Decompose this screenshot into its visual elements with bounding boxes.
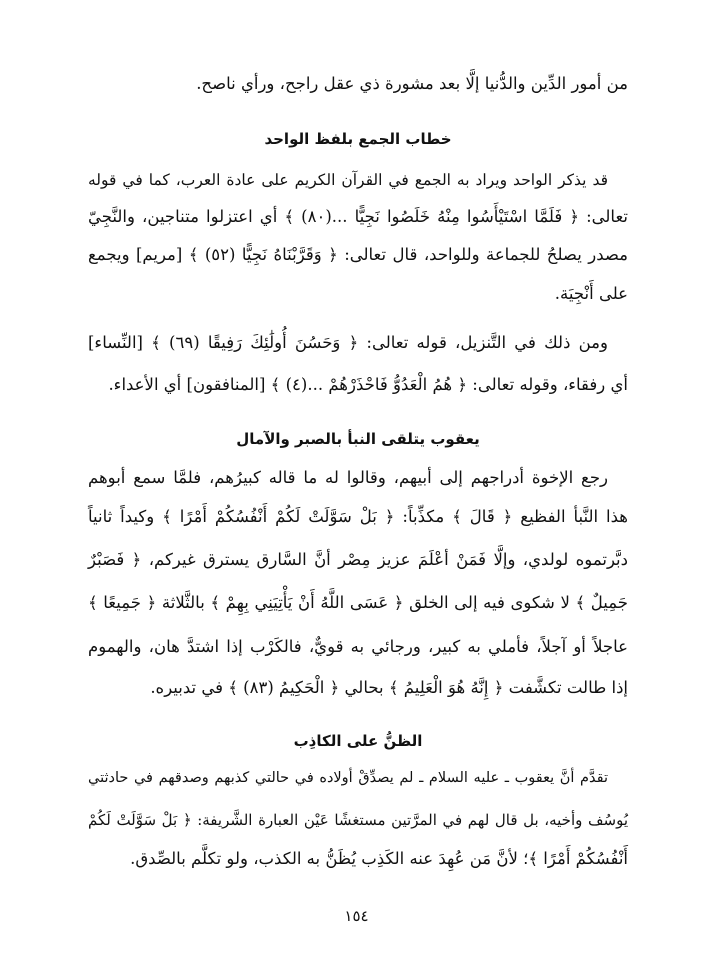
text-line: دبَّرتموه لولدي، وإلَّا فَمَنْ أعْلَمَ عزيز مِصْر أنَّ السَّارق يسترق غيركم، ﴿ فَصَبْرٌ	[88, 550, 628, 569]
text-line: رجع الإخوة أدراجهم إلى أبيهم، وقالوا له ما قاله كبيرُهم، فلمَّا سمع أبوهم	[88, 468, 608, 487]
text-line: أي رفقاء، وقوله تعالى: ﴿ هُمُ الْعَدُوُّ فَاحْذَرْهُمْ ...(٤) ﴾ [المنافقون] أي الأعداء.	[108, 375, 628, 394]
section-heading: يعقوب يتلقى النبأ بالصبر والآمال	[236, 430, 480, 448]
text-line: تعالى: ﴿ فَلَمَّا اسْتَيْأَسُوا مِنْهُ خَلَصُوا نَجِيًّا ...(٨٠) ﴾ أي اعتزلوا متناجين، والنَّجِيّ	[88, 207, 628, 226]
text-line: هذا النَّبأ الفظيع ﴿ قَالَ ﴾ مكذِّباً: ﴿ بَلْ سَوَّلَتْ لَكُمْ أَنْفُسُكُمْ أَمْرًا ﴾ وكيداً ثانياً	[88, 507, 628, 526]
section-heading: خطاب الجمع بلفظ الواحد	[264, 130, 452, 148]
text-line: يُوسُف وأخيه، بل قال لهم في المرَّتين مستغشًا عَيْن العبارة الشَّريفة: ﴿ بَلْ سَوَّلَتْ لَكُمْ	[88, 811, 628, 829]
text-line: أَنْفُسُكُمْ أَمْرًا ﴾؛ لأنَّ مَن عُهِدَ عنه الكَذِب يُظَنُّ به الكذب، ولو تكلَّم بالصِّدق.	[130, 849, 628, 868]
text-line: مصدر يصلحُ للجماعة وللواحد، قال تعالى: ﴿ وَقَرَّبْنَاهُ نَجِيًّا (٥٢) ﴾ [مريم] ويجمع	[88, 245, 628, 264]
text-line: تقدَّم أنَّ يعقوب ـ عليه السلام ـ لم يصدِّقْ أولاده في حالتي كذبهم وصدقهم في حادثتي	[88, 770, 608, 786]
text-line: قد يذكر الواحد ويراد به الجمع في القرآن الكريم على عادة العرب، كما في قوله	[88, 171, 608, 189]
text-line: على أَنْجِيَة.	[554, 284, 628, 303]
section-heading: الظنُّ على الكاذِب	[293, 732, 423, 750]
text-line: جَمِيلٌ ﴾ لا شكوى فيه إلى الخلق ﴿ عَسَى اللَّهُ أَنْ يَأْتِيَنِي بِهِمْ ﴾ بالثَّلاثة ﴿ جَمِيعًا ﴾	[88, 593, 628, 612]
text-line: إذا طالت تكشَّفت ﴿ إِنَّهُ هُوَ الْعَلِيمُ ﴾ بحالي ﴿ الْحَكِيمُ (٨٣) ﴾ في تدبيره.	[150, 678, 628, 697]
text-line: عاجلاً أو آجلاً، فأملي به كبير، ورجائي به قويٌّ، فالكَرْب إذا اشتدَّ هان، والهموم	[88, 637, 628, 656]
text-line: من أمور الدِّين والدُّنيا إلَّا بعد مشورة ذي عقل راجح، ورأي ناصح.	[196, 74, 628, 93]
page-number: ١٥٤	[344, 907, 369, 925]
text-line: ومن ذلك في التَّنزيل، قوله تعالى: ﴿ وَحَسُنَ أُولَٰئِكَ رَفِيقًا (٦٩) ﴾ [النِّساء]	[88, 333, 608, 352]
